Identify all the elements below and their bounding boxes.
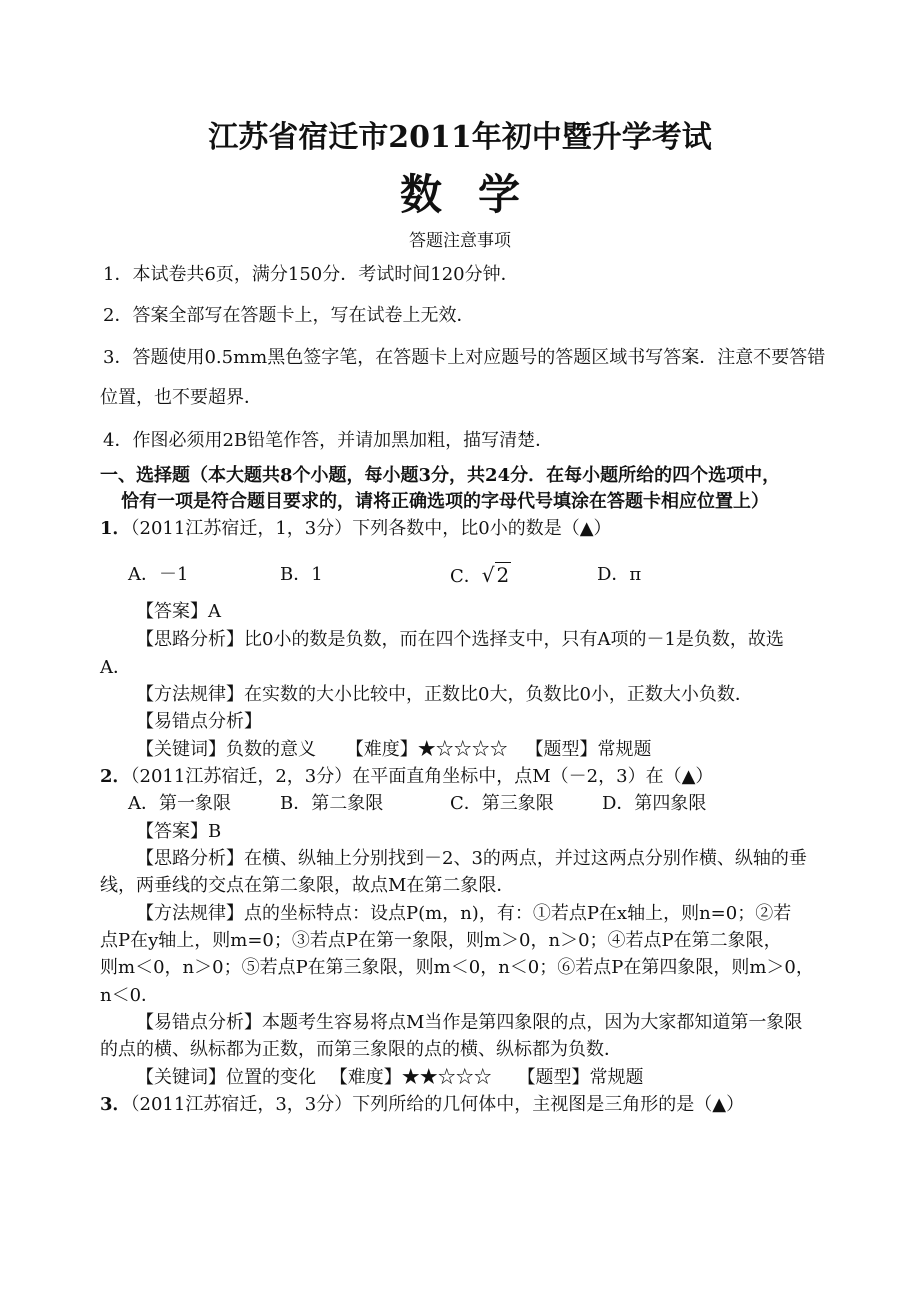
notice-1: 1．本试卷共6页，满分150分．考试时间120分钟．: [103, 264, 519, 285]
q3-number: 3．: [100, 1094, 131, 1115]
q2-option-b: B．第二象限: [280, 793, 384, 814]
q1-keywords: 【关键词】负数的意义: [136, 739, 316, 760]
section-desc-2: 恰有一项是符合题目要求的，请将正确选项的字母代号填涂在答题卡相应位置上）: [121, 491, 769, 512]
q3-stem: （2011江苏宿迁，3，3分）下列所给的几何体中，主视图是三角形的是（▲）: [130, 1094, 745, 1115]
q1-number: 1．: [100, 518, 131, 539]
q2-stem-line: [100, 764, 713, 790]
q2-option-c: C．第三象限: [450, 793, 554, 814]
subject-title: 数学: [399, 170, 556, 219]
q1-option-b: B．1: [280, 564, 323, 585]
q2-error-1: 【易错点分析】本题考生容易将点M当作是第四象限的点，因为大家都知道第一象限: [136, 1012, 803, 1033]
q2-difficulty: 【难度】★★☆☆☆: [329, 1067, 492, 1088]
q1-option-c: [450, 562, 511, 590]
q2-stem: （2011江苏宿迁，2，3分）在平面直角坐标中，点M（－2，3）在（▲）: [130, 766, 714, 787]
q2-type: 【题型】常规题: [517, 1067, 644, 1088]
q1-method: 【方法规律】在实数的大小比较中，正数比0大，负数比0小，正数大小负数．: [136, 684, 753, 705]
notice-title: 答题注意事项: [409, 231, 511, 251]
sqrt-symbol: √ 2: [481, 563, 510, 587]
q2-analysis-1: 【思路分析】在横、纵轴上分别找到－2、3的两点，并过这两点分别作横、纵轴的垂: [136, 848, 807, 869]
q1-option-d: D．π: [597, 564, 642, 585]
q2-answer: 【答案】B: [136, 821, 222, 842]
q2-analysis-2: 线，两垂线的交点在第二象限，故点M在第二象限．: [100, 875, 515, 896]
q1-option-c-radicand: 2: [496, 563, 510, 587]
q2-method-3: 则m＜0，n＞0；⑤若点P在第三象限，则m＜0，n＜0；⑥若点P在第四象限，则m＞0，: [100, 957, 814, 978]
q2-error-2: 的点的横、纵标都为正数，而第三象限的点的横、纵标都为负数．: [100, 1039, 622, 1060]
q1-analysis-2: A．: [100, 657, 131, 678]
q1-analysis-1: 【思路分析】比0小的数是负数，而在四个选择支中，只有A项的－1是负数，故选: [136, 629, 784, 650]
q1-error: 【易错点分析】: [136, 711, 262, 732]
notice-4: 4．作图必须用2B铅笔作答，并请加黑加粗，描写清楚．: [103, 430, 554, 451]
q1-option-c-label: C．: [450, 566, 482, 587]
page-title: 江苏省宿迁市2011年初中暨升学考试: [208, 120, 712, 155]
q1-answer: 【答案】A: [136, 601, 221, 622]
q2-tags: [136, 1065, 643, 1091]
section-heading-line1: [100, 463, 780, 489]
q1-type: 【题型】常规题: [525, 739, 652, 760]
q2-method-2: 点P在y轴上，则m=0；③若点P在第一象限，则m＞0，n＞0；④若点P在第二象限，: [100, 930, 782, 951]
q1-stem: （2011江苏宿迁，1，3分）下列各数中，比0小的数是（▲）: [130, 518, 612, 539]
q2-method-1: 【方法规律】点的坐标特点：设点P(m，n)，有：①若点P在x轴上，则n=0；②若: [136, 903, 792, 924]
q1-difficulty: 【难度】★☆☆☆☆: [345, 739, 508, 760]
notice-3: 3．答题使用0.5mm黑色签字笔，在答题卡上对应题号的答题区域书写答案．注意不要答错: [103, 347, 826, 368]
q2-method-4: n＜0．: [100, 985, 160, 1006]
q2-option-d: D．第四象限: [602, 793, 707, 814]
q1-tags: [136, 737, 651, 763]
q1-stem-line: [100, 516, 612, 542]
q2-keywords: 【关键词】位置的变化: [136, 1067, 316, 1088]
notice-3-cont: 位置，也不要超界．: [100, 387, 262, 408]
q3-stem-line: [100, 1092, 744, 1118]
q1-option-a: A．－1: [128, 564, 189, 585]
section-desc-1: （本大题共8个小题，每小题3分，共24分．在每小题所给的四个选项中，: [190, 465, 781, 486]
q2-option-a: A．第一象限: [128, 793, 231, 814]
section-heading: 一、选择题: [100, 465, 190, 486]
notice-2: 2．答案全部写在答题卡上，写在试卷上无效．: [103, 305, 475, 326]
q2-number: 2．: [100, 766, 131, 787]
